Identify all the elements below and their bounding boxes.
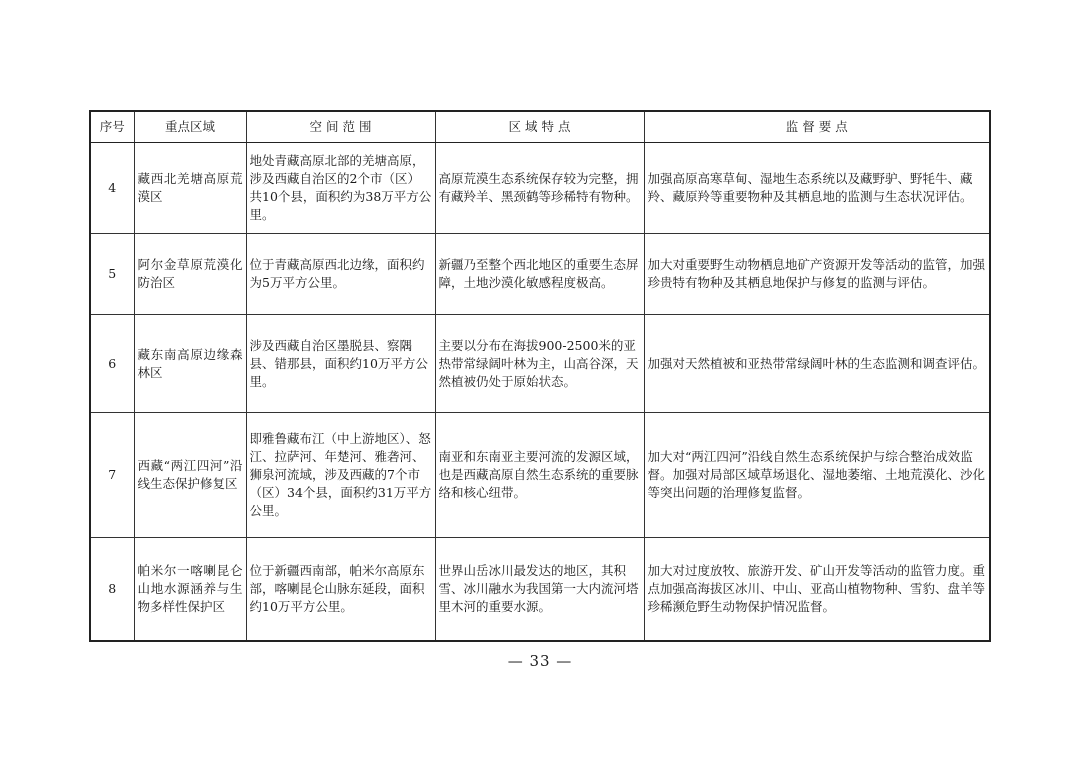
row-features: 新疆乃至整个西北地区的重要生态屏障，土地沙漠化敏感程度极高。: [435, 234, 644, 315]
table-row: [90, 234, 990, 315]
row-scope: 地处青藏高原北部的羌塘高原，涉及西藏自治区的2个市（区）共10个县，面积约为38万平方公里。: [246, 143, 435, 234]
row-supervision: 加强高原高寒草甸、湿地生态系统以及藏野驴、野牦牛、藏羚、藏原羚等重要物种及其栖息地的监测与生态状况评估。: [644, 143, 990, 234]
row-supervision: 加大对过度放牧、旅游开发、矿山开发等活动的监管力度。重点加强高海拔区冰川、中山、亚高山植物物种、雪豹、盘羊等珍稀濒危野生动物保护情况监督。: [644, 538, 990, 642]
row-area: 阿尔金草原荒漠化防治区: [134, 234, 246, 315]
row-supervision: 加大对“两江四河”沿线自然生态系统保护与综合整治成效监督。加强对局部区域草场退化、湿地萎缩、土地荒漠化、沙化等突出问题的治理修复监督。: [644, 413, 990, 538]
row-scope: 涉及西藏自治区墨脱县、察隅县、错那县，面积约10万平方公里。: [246, 315, 435, 413]
row-area: 藏东南高原边缘森林区: [134, 315, 246, 413]
table-header-row: [90, 111, 990, 143]
row-features: 高原荒漠生态系统保存较为完整，拥有藏羚羊、黑颈鹤等珍稀特有物种。: [435, 143, 644, 234]
row-features: 主要以分布在海拔900-2500米的亚热带常绿阔叶林为主，山高谷深，天然植被仍处于原始状态。: [435, 315, 644, 413]
row-area: 藏西北羌塘高原荒漠区: [134, 143, 246, 234]
key-areas-table: [89, 110, 991, 642]
row-index: 8: [90, 538, 134, 642]
table-row: [90, 143, 990, 234]
row-features: 南亚和东南亚主要河流的发源区域，也是西藏高原自然生态系统的重要脉络和核心纽带。: [435, 413, 644, 538]
header-features: 区 域 特 点: [435, 111, 644, 143]
table-row: [90, 413, 990, 538]
table-header: [90, 111, 990, 143]
row-features: 世界山岳冰川最发达的地区，其积雪、冰川融水为我国第一大内流河塔里木河的重要水源。: [435, 538, 644, 642]
page-number: — 33 —: [507, 652, 573, 670]
row-index: 6: [90, 315, 134, 413]
header-area: 重点区域: [134, 111, 246, 143]
row-supervision: 加强对天然植被和亚热带常绿阔叶林的生态监测和调查评估。: [644, 315, 990, 413]
row-index: 4: [90, 143, 134, 234]
row-scope: 位于青藏高原西北边缘，面积约为5万平方公里。: [246, 234, 435, 315]
header-scope: 空 间 范 围: [246, 111, 435, 143]
header-supervision: 监 督 要 点: [644, 111, 990, 143]
row-index: 5: [90, 234, 134, 315]
table-body: [90, 143, 990, 642]
row-scope: 即雅鲁藏布江（中上游地区）、怒江、拉萨河、年楚河、雅砻河、狮泉河流域，涉及西藏的7个市（区）34个县，面积约31万平方公里。: [246, 413, 435, 538]
row-supervision: 加大对重要野生动物栖息地矿产资源开发等活动的监管，加强珍贵特有物种及其栖息地保护与修复的监测与评估。: [644, 234, 990, 315]
row-area: 帕米尔一喀喇昆仑山地水源涵养与生物多样性保护区: [134, 538, 246, 642]
table-row: [90, 538, 990, 642]
table-row: [90, 315, 990, 413]
row-scope: 位于新疆西南部，帕米尔高原东部，喀喇昆仑山脉东延段，面积约10万平方公里。: [246, 538, 435, 642]
header-index: 序号: [90, 111, 134, 143]
row-index: 7: [90, 413, 134, 538]
row-area: 西藏“两江四河”沿线生态保护修复区: [134, 413, 246, 538]
